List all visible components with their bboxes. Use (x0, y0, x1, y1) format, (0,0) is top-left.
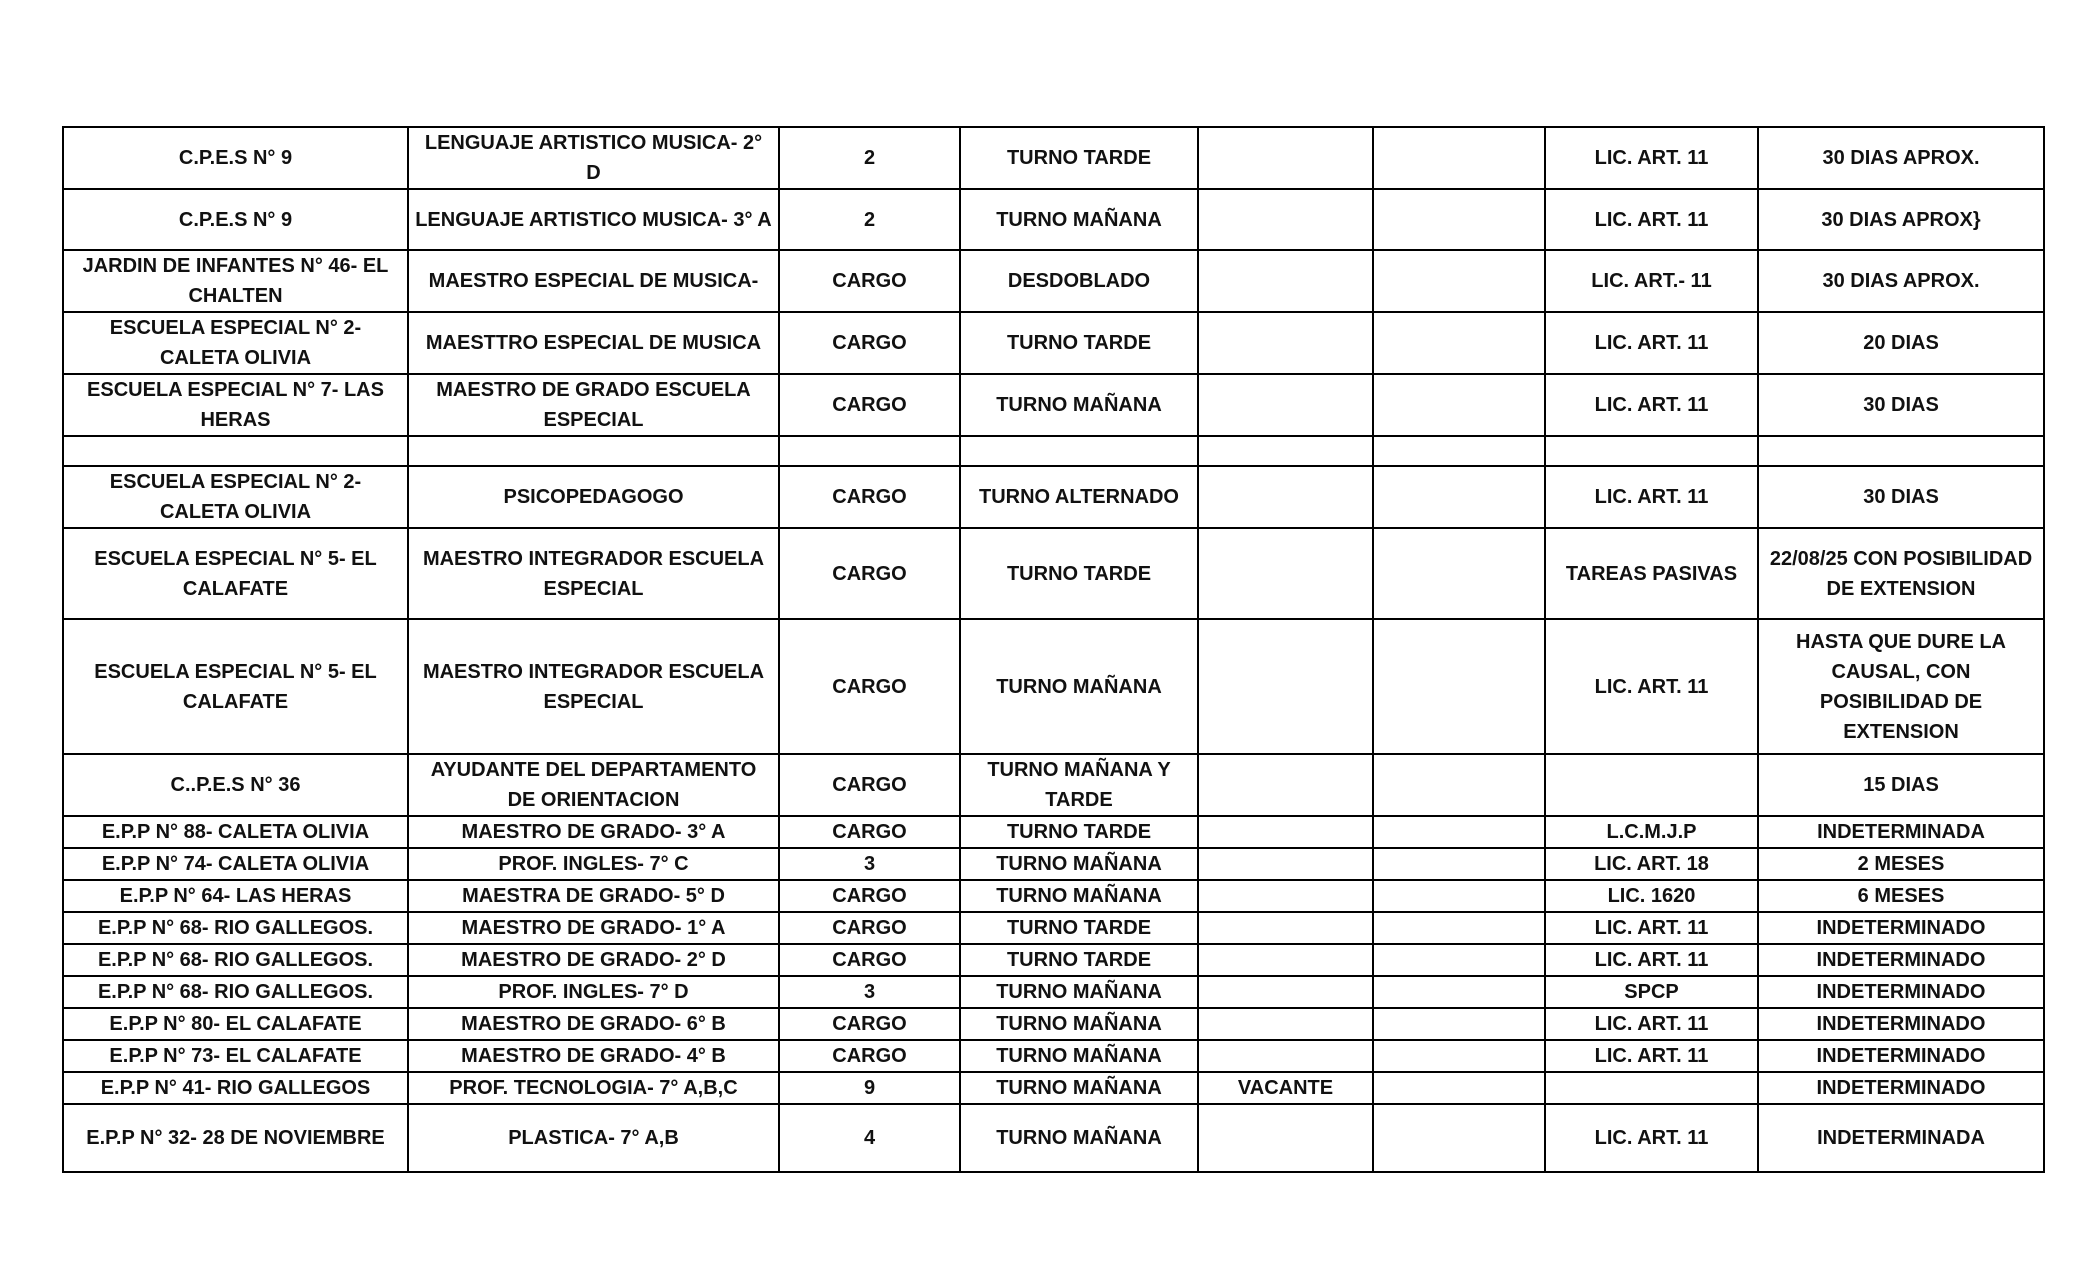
cell-reason: LIC. ART. 11 (1545, 127, 1758, 189)
cell-position: PROF. TECNOLOGIA- 7° A,B,C (408, 1072, 779, 1104)
table-row (63, 1104, 2044, 1172)
cell-school: ESCUELA ESPECIAL N° 7- LAS HERAS (63, 374, 408, 436)
cell-extra (1373, 976, 1545, 1008)
cell-school: ESCUELA ESPECIAL N° 5- EL CALAFATE (63, 619, 408, 754)
cell-position: MAESTRO DE GRADO- 6° B (408, 1008, 779, 1040)
cell-hours: CARGO (779, 466, 960, 528)
cell-position: MAESTRO DE GRADO ESCUELA ESPECIAL (408, 374, 779, 436)
cell-duration: 30 DIAS (1758, 374, 2044, 436)
cell-status (1198, 976, 1373, 1008)
cell-status (1198, 880, 1373, 912)
cell-hours: CARGO (779, 816, 960, 848)
cell-reason: TAREAS PASIVAS (1545, 528, 1758, 619)
cell-duration: 22/08/25 CON POSIBILIDAD DE EXTENSION (1758, 528, 2044, 619)
cell-extra (1373, 436, 1545, 466)
cell-status (1198, 754, 1373, 816)
cell-hours: CARGO (779, 619, 960, 754)
cell-school: E.P.P N° 68- RIO GALLEGOS. (63, 976, 408, 1008)
table-row (63, 127, 2044, 189)
table-row (63, 848, 2044, 880)
cell-duration: INDETERMINADO (1758, 1008, 2044, 1040)
cell-extra (1373, 374, 1545, 436)
table-row (63, 944, 2044, 976)
cell-duration: INDETERMINADO (1758, 912, 2044, 944)
cell-shift: TURNO ALTERNADO (960, 466, 1198, 528)
cell-duration: HASTA QUE DURE LA CAUSAL, CON POSIBILIDAD DE EXTENSION (1758, 619, 2044, 754)
cell-position: MAESTTRO ESPECIAL DE MUSICA (408, 312, 779, 374)
cell-status (1198, 127, 1373, 189)
cell-duration: 30 DIAS APROX. (1758, 127, 2044, 189)
cell-reason: L.C.M.J.P (1545, 816, 1758, 848)
cell-duration: INDETERMINADA (1758, 1104, 2044, 1172)
cell-reason: LIC. ART. 11 (1545, 374, 1758, 436)
cell-reason: LIC. ART. 11 (1545, 466, 1758, 528)
cell-status (1198, 189, 1373, 250)
cell-school: E.P.P N° 74- CALETA OLIVIA (63, 848, 408, 880)
cell-shift: TURNO TARDE (960, 528, 1198, 619)
cell-hours: CARGO (779, 250, 960, 312)
cell-extra (1373, 1072, 1545, 1104)
cell-position: PROF. INGLES- 7° D (408, 976, 779, 1008)
cell-extra (1373, 250, 1545, 312)
table-row (63, 976, 2044, 1008)
cell-school: E.P.P N° 80- EL CALAFATE (63, 1008, 408, 1040)
cell-status (1198, 944, 1373, 976)
cell-position: PLASTICA- 7° A,B (408, 1104, 779, 1172)
cell-duration: 2 MESES (1758, 848, 2044, 880)
cell-hours: CARGO (779, 1040, 960, 1072)
cell-status (1198, 1008, 1373, 1040)
cell-shift: TURNO MAÑANA (960, 848, 1198, 880)
cell-reason: LIC. 1620 (1545, 880, 1758, 912)
cell-duration: INDETERMINADO (1758, 976, 2044, 1008)
cell-school: C..P.E.S N° 36 (63, 754, 408, 816)
cell-status (1198, 619, 1373, 754)
cell-extra (1373, 528, 1545, 619)
cell-position: LENGUAJE ARTISTICO MUSICA- 2° D (408, 127, 779, 189)
cell-hours: 3 (779, 848, 960, 880)
cell-reason: LIC. ART. 11 (1545, 619, 1758, 754)
table-row (63, 250, 2044, 312)
cell-school: E.P.P N° 73- EL CALAFATE (63, 1040, 408, 1072)
cell-hours: 2 (779, 189, 960, 250)
cell-extra (1373, 1008, 1545, 1040)
cell-extra (1373, 466, 1545, 528)
cell-school: E.P.P N° 32- 28 DE NOVIEMBRE (63, 1104, 408, 1172)
cell-reason: LIC. ART. 18 (1545, 848, 1758, 880)
cell-duration: 30 DIAS APROX. (1758, 250, 2044, 312)
table-row (63, 754, 2044, 816)
cell-status (1198, 912, 1373, 944)
cell-extra (1373, 127, 1545, 189)
cell-status (1198, 1040, 1373, 1072)
cell-reason: LIC. ART. 11 (1545, 944, 1758, 976)
cell-position: MAESTRO DE GRADO- 4° B (408, 1040, 779, 1072)
cell-school: ESCUELA ESPECIAL N° 2- CALETA OLIVIA (63, 312, 408, 374)
cell-extra (1373, 848, 1545, 880)
cell-extra (1373, 944, 1545, 976)
cell-duration: 30 DIAS (1758, 466, 2044, 528)
cell-position: MAESTRO INTEGRADOR ESCUELA ESPECIAL (408, 528, 779, 619)
cell-status (1198, 1104, 1373, 1172)
cell-hours: CARGO (779, 528, 960, 619)
table-row (63, 619, 2044, 754)
cell-hours: 3 (779, 976, 960, 1008)
cell-extra (1373, 1040, 1545, 1072)
cell-reason: SPCP (1545, 976, 1758, 1008)
table-row (63, 528, 2044, 619)
cell-position: MAESTRA DE GRADO- 5° D (408, 880, 779, 912)
cell-school: ESCUELA ESPECIAL N° 5- EL CALAFATE (63, 528, 408, 619)
cell-shift: TURNO MAÑANA (960, 189, 1198, 250)
cell-duration (1758, 436, 2044, 466)
cell-shift: TURNO MAÑANA Y TARDE (960, 754, 1198, 816)
cell-duration: 15 DIAS (1758, 754, 2044, 816)
cell-duration: 6 MESES (1758, 880, 2044, 912)
cell-status (1198, 466, 1373, 528)
table-row (63, 312, 2044, 374)
cell-extra (1373, 189, 1545, 250)
cell-shift: TURNO MAÑANA (960, 1072, 1198, 1104)
cell-position: MAESTRO ESPECIAL DE MUSICA- (408, 250, 779, 312)
cell-shift: DESDOBLADO (960, 250, 1198, 312)
cell-status (1198, 848, 1373, 880)
cell-shift: TURNO MAÑANA (960, 976, 1198, 1008)
cell-hours: 2 (779, 127, 960, 189)
cell-hours: CARGO (779, 912, 960, 944)
cell-position: MAESTRO DE GRADO- 2° D (408, 944, 779, 976)
cell-reason (1545, 1072, 1758, 1104)
cell-extra (1373, 619, 1545, 754)
cell-shift: TURNO MAÑANA (960, 1040, 1198, 1072)
cell-position: PROF. INGLES- 7° C (408, 848, 779, 880)
cell-hours (779, 436, 960, 466)
cell-extra (1373, 754, 1545, 816)
cell-position: MAESTRO DE GRADO- 1° A (408, 912, 779, 944)
cell-school: E.P.P N° 41- RIO GALLEGOS (63, 1072, 408, 1104)
cell-duration: 20 DIAS (1758, 312, 2044, 374)
cell-reason: LIC. ART. 11 (1545, 312, 1758, 374)
cell-position: PSICOPEDAGOGO (408, 466, 779, 528)
cell-reason: LIC. ART.- 11 (1545, 250, 1758, 312)
cell-duration: INDETERMINADA (1758, 816, 2044, 848)
cell-hours: 9 (779, 1072, 960, 1104)
table-row (63, 816, 2044, 848)
cell-hours: 4 (779, 1104, 960, 1172)
cell-shift: TURNO MAÑANA (960, 374, 1198, 436)
cell-hours: CARGO (779, 754, 960, 816)
cell-extra (1373, 880, 1545, 912)
table-row (63, 1040, 2044, 1072)
cell-shift: TURNO TARDE (960, 816, 1198, 848)
cell-shift: TURNO TARDE (960, 312, 1198, 374)
cell-reason: LIC. ART. 11 (1545, 189, 1758, 250)
table-row (63, 912, 2044, 944)
table-row (63, 880, 2044, 912)
cell-extra (1373, 1104, 1545, 1172)
spreadsheet-page (62, 126, 2045, 1173)
cell-shift (960, 436, 1198, 466)
cell-reason: LIC. ART. 11 (1545, 1008, 1758, 1040)
cell-reason: LIC. ART. 11 (1545, 1104, 1758, 1172)
vacancies-table (62, 126, 2045, 1173)
cell-hours: CARGO (779, 1008, 960, 1040)
cell-school: ESCUELA ESPECIAL N° 2- CALETA OLIVIA (63, 466, 408, 528)
cell-school: C.P.E.S N° 9 (63, 189, 408, 250)
table-row (63, 189, 2044, 250)
cell-status: VACANTE (1198, 1072, 1373, 1104)
cell-position: MAESTRO INTEGRADOR ESCUELA ESPECIAL (408, 619, 779, 754)
cell-shift: TURNO MAÑANA (960, 880, 1198, 912)
cell-school: C.P.E.S N° 9 (63, 127, 408, 189)
cell-school: E.P.P N° 64- LAS HERAS (63, 880, 408, 912)
cell-reason: LIC. ART. 11 (1545, 1040, 1758, 1072)
cell-school: E.P.P N° 68- RIO GALLEGOS. (63, 944, 408, 976)
cell-duration: INDETERMINADO (1758, 1040, 2044, 1072)
table-row (63, 374, 2044, 436)
cell-reason: LIC. ART. 11 (1545, 912, 1758, 944)
cell-duration: INDETERMINADO (1758, 1072, 2044, 1104)
cell-hours: CARGO (779, 944, 960, 976)
cell-position (408, 436, 779, 466)
cell-hours: CARGO (779, 374, 960, 436)
cell-shift: TURNO MAÑANA (960, 1104, 1198, 1172)
cell-school: E.P.P N° 68- RIO GALLEGOS. (63, 912, 408, 944)
cell-extra (1373, 816, 1545, 848)
cell-duration: INDETERMINADO (1758, 944, 2044, 976)
cell-shift: TURNO TARDE (960, 944, 1198, 976)
cell-shift: TURNO TARDE (960, 912, 1198, 944)
table-row (63, 436, 2044, 466)
table-row (63, 1072, 2044, 1104)
cell-status (1198, 436, 1373, 466)
cell-school: E.P.P N° 88- CALETA OLIVIA (63, 816, 408, 848)
cell-shift: TURNO MAÑANA (960, 1008, 1198, 1040)
cell-position: LENGUAJE ARTISTICO MUSICA- 3° A (408, 189, 779, 250)
cell-status (1198, 816, 1373, 848)
cell-reason (1545, 754, 1758, 816)
cell-school (63, 436, 408, 466)
cell-extra (1373, 312, 1545, 374)
cell-status (1198, 528, 1373, 619)
cell-extra (1373, 912, 1545, 944)
cell-shift: TURNO MAÑANA (960, 619, 1198, 754)
table-row (63, 1008, 2044, 1040)
cell-status (1198, 250, 1373, 312)
table-row (63, 466, 2044, 528)
cell-shift: TURNO TARDE (960, 127, 1198, 189)
cell-status (1198, 374, 1373, 436)
cell-school: JARDIN DE INFANTES N° 46- EL CHALTEN (63, 250, 408, 312)
cell-hours: CARGO (779, 312, 960, 374)
cell-duration: 30 DIAS APROX} (1758, 189, 2044, 250)
cell-hours: CARGO (779, 880, 960, 912)
cell-position: MAESTRO DE GRADO- 3° A (408, 816, 779, 848)
cell-position: AYUDANTE DEL DEPARTAMENTO DE ORIENTACION (408, 754, 779, 816)
cell-status (1198, 312, 1373, 374)
cell-reason (1545, 436, 1758, 466)
